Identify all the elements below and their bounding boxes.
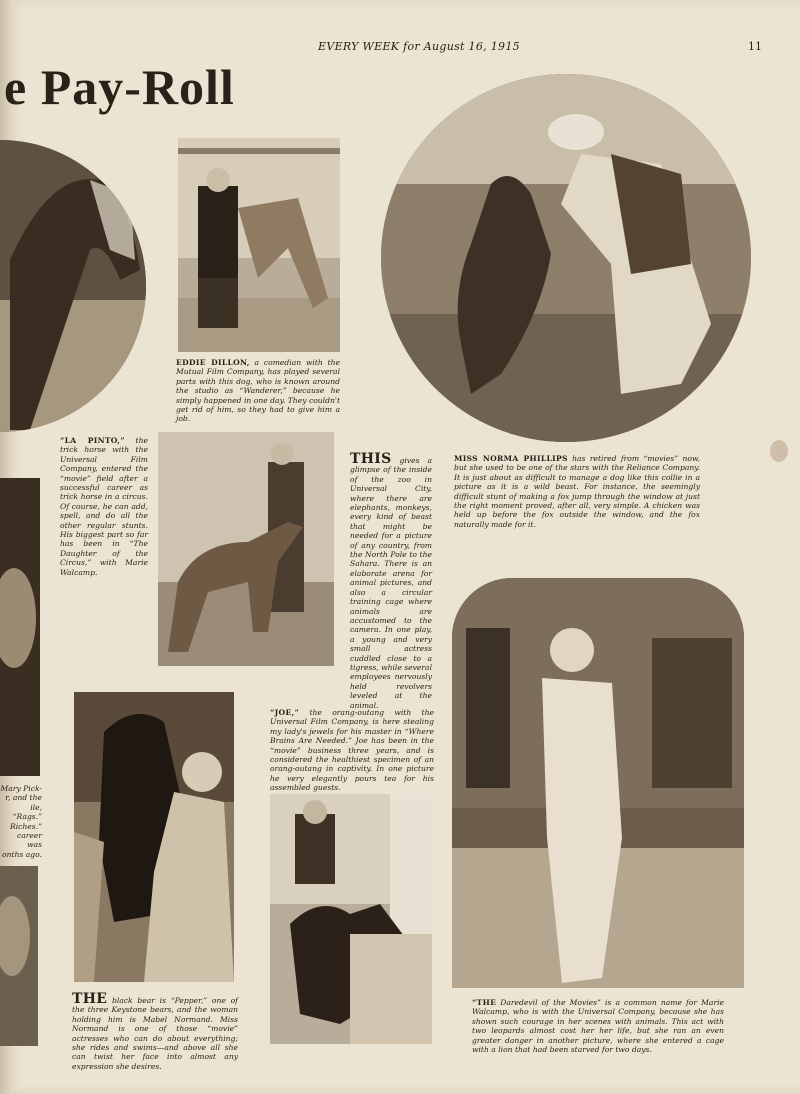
photo-horse: [0, 140, 146, 432]
fragment-line: onths ago.: [2, 849, 42, 859]
photo-eddie-dillon: [178, 138, 340, 352]
caption-eddie-dillon: [176, 358, 340, 424]
photo-daredevil: [452, 578, 744, 988]
caption-norma-phillips: [454, 454, 700, 529]
caption-daredevil: [472, 998, 724, 1054]
caption-body: black bear is “Pepper,” one of the three Keystone bears, and the woman holding him is Mabel Normand. Miss Normand is one of those “movie” actresses who can do about everything; she rides and swims—and above all she can twist her face into almost any expression she desires.: [72, 996, 238, 1071]
caption-body: Daredevil of the Movies” is a common name for Marie Walcamp, who is with the Universal Company, because she has shown such courage in her scenes with animals. This act with two leopards almost cost her her life, but she ran an even greater danger in another picture, where she entered a cage with a lion that had been starved for two days.: [472, 998, 724, 1055]
caption-zoo: [350, 451, 433, 710]
photo-left-fragment-bottom: [0, 866, 38, 1046]
fragment-line: Mary Pick-: [0, 784, 42, 793]
caption-lead: MISS NORMA PHILLIPS: [454, 454, 568, 463]
page-number: 11: [748, 40, 762, 53]
paper-stain: [770, 440, 788, 462]
caption-joe: [270, 708, 434, 793]
headline: e Pay-Roll: [4, 59, 235, 115]
caption-body: a comedian with the Mutual Film Company, has played several parts with this dog, who is known around the studio as “Wanderer,” because he simply happened in one day. They couldn't get rid of him, so they had to give him a job.: [176, 358, 341, 424]
caption-body: the trick horse with the Universal Film Company, entered the “movie” field after a successful career as trick horse in a circus. Of course, he can add, spell, and do all the other regular stunts. His biggest part so far has been in “The Daughter of the Circus,” with Marie Walcamp.: [60, 436, 148, 577]
caption-lead: “JOE,”: [270, 708, 300, 717]
caption-left-fragment: [0, 784, 42, 859]
caption-black-bear: [72, 991, 238, 1071]
caption-lead: THE: [72, 991, 108, 1007]
caption-lead: “LA PINTO,”: [60, 436, 125, 445]
photo-left-fragment-top: [0, 478, 40, 776]
caption-lead: “THE: [472, 998, 497, 1007]
caption-body: the orang-outang with the Universal Film Company, is here stealing my lady's jewels for his master in “Where Brains Are Needed.” Joe has been in the “movie” business three years, and is considered the healthiest specimen of an orang-outang in captivity. In one picture he very elegantly pours tea for his assembled guests.: [270, 708, 434, 793]
caption-body: gives a glimpse of the inside of the zoo in Universal City, where there are elephants, monkeys, every kind of beast that might be needed for a picture of any country, from the North Pole to the Sahara. There is an elaborate arena for animal pictures, and also a circular training cage where animals are accustomed to the camera. In one play, a young and very small actress cuddled close to a tigress, while several employees nervously held revolvers leveled at the animal.: [350, 456, 433, 710]
photo-black-bear: [74, 692, 234, 982]
photo-joe-orangutan: [270, 794, 432, 1044]
caption-lead: EDDIE DILLON,: [176, 358, 250, 367]
running-head: EVERY WEEK for August 16, 1915: [318, 40, 520, 53]
caption-body: has retired from “movies” now, but she used to be one of the stars with the Reliance Company. It is just about as difficult to manage a dog like this collie in a picture as it is a wild beast. For instance, the seemingly difficult stunt of making a fox jump through the window at just the right moment proved, after all, very simple. A chicken was held up before the fox outside the window, and the fox naturally made for it.: [454, 454, 700, 529]
caption-lead: THIS: [350, 451, 392, 467]
fragment-line: r, and the: [5, 793, 42, 803]
fragment-line: career was: [16, 831, 42, 850]
fragment-line: Riches.”: [10, 821, 42, 831]
photo-norma-phillips: [381, 74, 751, 442]
fragment-line: ile, “Rags.”: [12, 802, 42, 822]
caption-la-pinto: [60, 436, 148, 577]
photo-deer: [158, 432, 334, 666]
